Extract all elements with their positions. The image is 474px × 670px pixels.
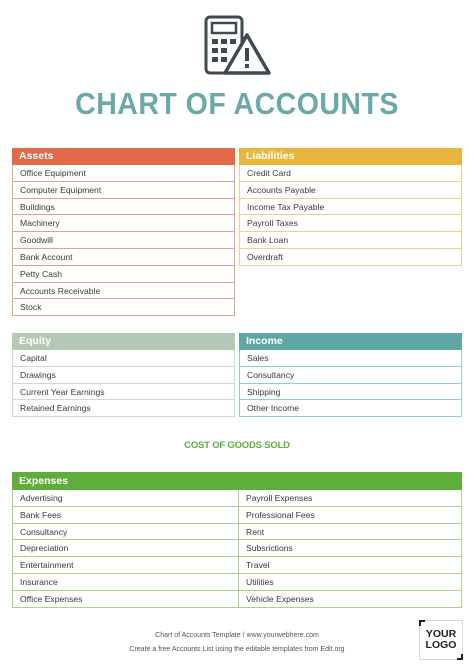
list-item: Advertising (12, 490, 238, 507)
list-item: Computer Equipment (12, 182, 235, 199)
list-item: Subsrictions (238, 540, 462, 557)
list-item: Professional Fees (238, 507, 462, 524)
equity-panel (12, 333, 235, 417)
list-item: Payroll Taxes (239, 215, 462, 232)
list-item: Current Year Earnings (12, 384, 235, 401)
assets-panel (12, 148, 235, 316)
assets-list (12, 165, 235, 316)
list-item: Office Expenses (12, 591, 238, 608)
list-item: Drawings (12, 367, 235, 384)
list-item: Travel (238, 557, 462, 574)
list-item: Consultancy (239, 367, 462, 384)
liabilities-panel (239, 148, 462, 266)
list-item: Retained Earnings (12, 400, 235, 417)
list-item: Credit Card (239, 165, 462, 182)
footer-credit: Chart of Accounts Template / www.yourwebhere.com (155, 632, 319, 639)
expenses-panel (12, 472, 462, 608)
list-item: Capital (12, 350, 235, 367)
equity-header: Equity (12, 333, 235, 350)
expenses-header: Expenses (12, 472, 462, 490)
list-item: Shipping (239, 384, 462, 401)
list-item: Consultancy (12, 524, 238, 541)
assets-header: Assets (12, 148, 235, 165)
list-item: Overdraft (239, 249, 462, 266)
list-item: Stock (12, 299, 235, 316)
liabilities-header: Liabilities (239, 148, 462, 165)
list-item: Accounts Receivable (12, 283, 235, 300)
calculator-warning-icon (203, 15, 273, 79)
list-item: Buildings (12, 199, 235, 216)
logo-corner (457, 654, 463, 660)
list-item: Accounts Payable (239, 182, 462, 199)
equity-list (12, 350, 235, 417)
liabilities-list (239, 165, 462, 266)
list-item: Income Tax Payable (239, 199, 462, 216)
logo-placeholder (419, 620, 463, 660)
list-item: Utilities (238, 574, 462, 591)
list-item: Entertainment (12, 557, 238, 574)
list-item: Bank Loan (239, 232, 462, 249)
footer-note: Create a free Accounts List using the editable templates from Edit.org (129, 646, 345, 653)
list-item: Other Income (239, 400, 462, 417)
cogs-heading: COST OF GOODS SOLD (184, 440, 290, 451)
income-list (239, 350, 462, 417)
list-item: Vehicle Expenses (238, 591, 462, 608)
income-header: Income (239, 333, 462, 350)
list-item: Insurance (12, 574, 238, 591)
list-item: Office Equipment (12, 165, 235, 182)
list-item: Goodwill (12, 232, 235, 249)
expenses-grid (12, 490, 462, 608)
income-panel (239, 333, 462, 417)
list-item: Payroll Expenses (238, 490, 462, 507)
logo-text-line1: YOUR (425, 628, 457, 640)
logo-corner (419, 620, 425, 626)
list-item: Petty Cash (12, 266, 235, 283)
list-item: Bank Fees (12, 507, 238, 524)
list-item: Rent (238, 524, 462, 541)
list-item: Machinery (12, 215, 235, 232)
logo-text-line2: LOGO (425, 639, 457, 651)
list-item: Depreciation (12, 540, 238, 557)
list-item: Sales (239, 350, 462, 367)
page-title: CHART OF ACCOUNTS (75, 86, 399, 121)
list-item: Bank Account (12, 249, 235, 266)
